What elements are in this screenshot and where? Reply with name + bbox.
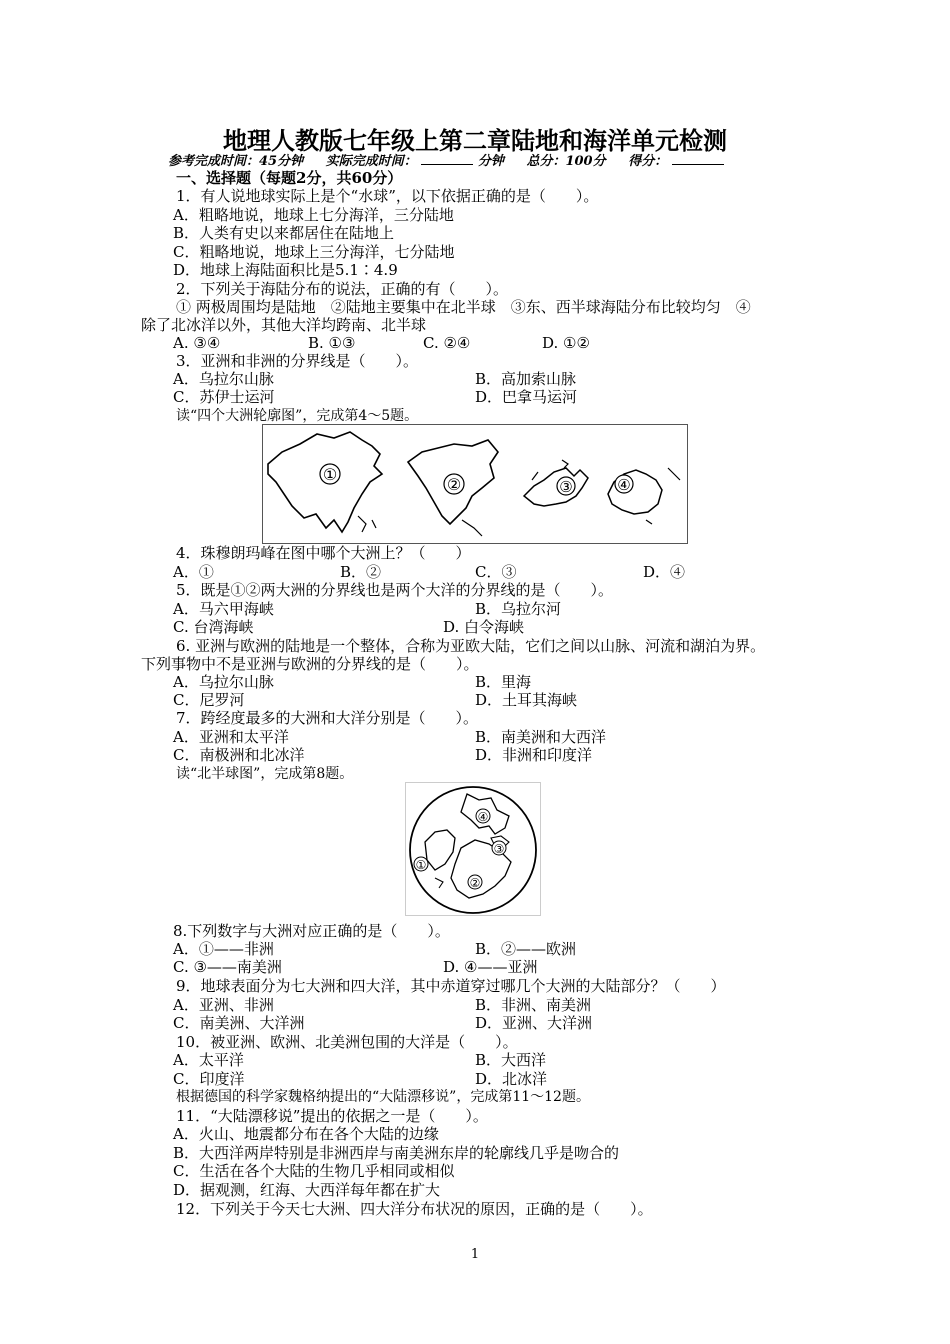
q6-stem: 6. 亚洲与欧洲的陆地是一个整体，合称为亚欧大陆，它们之间以山脉、河流和湖泊为界。	[176, 637, 766, 655]
figure2-label-4: ④	[477, 810, 489, 824]
q9-option-d: D．亚洲、大洋洲	[475, 1014, 593, 1032]
q5-option-b: B．乌拉尔河	[475, 600, 562, 618]
q2-option-a: A. ③④	[173, 334, 221, 352]
q1-option-b: B．人类有史以来都居住在陆地上	[173, 224, 395, 242]
q2-option-d: D. ①②	[542, 334, 590, 352]
q2-statements-line1: ① 两极周围均是陆地 ②陆地主要集中在北半球 ③东、西半球海陆分布比较均匀 ④	[176, 298, 751, 316]
figure2-label-2: ②	[469, 876, 481, 890]
q1-option-c: C．粗略地说，地球上三分海洋，七分陆地	[173, 243, 455, 261]
q7-stem: 7．跨经度最多的大洲和大洋分别是（ ）。	[176, 709, 479, 727]
q5-option-a: A．马六甲海峡	[173, 600, 274, 618]
q1-option-d: D．地球上海陆面积比是5.1∶4.9	[173, 261, 398, 279]
actual-time-blank[interactable]	[421, 152, 473, 165]
figure1-label-2: ②	[446, 475, 462, 494]
q5-option-d: D. 白令海峡	[443, 618, 525, 636]
q3-option-b: B．高加索山脉	[475, 370, 577, 388]
figure1-label-1: ①	[322, 465, 338, 484]
q4-option-a: A．①	[173, 563, 214, 581]
q8-option-b: B．②——欧洲	[475, 940, 577, 958]
section-heading: 一、选择题（每题2分，共60分）	[176, 169, 403, 187]
q9-option-a: A．亚洲、非洲	[173, 996, 274, 1014]
score-label: 得分：	[628, 154, 668, 169]
page-number: 1	[470, 1247, 480, 1262]
q3-option-a: A．乌拉尔山脉	[173, 370, 274, 388]
q8-option-d: D. ④——亚洲	[443, 958, 538, 976]
q3-option-d: D．巴拿马运河	[475, 388, 578, 406]
q5-stem: 5．既是①②两大洲的分界线也是两个大洋的分界线的是（ ）。	[176, 581, 614, 599]
q1-stem: 1．有人说地球实际上是个“水球”，以下依据正确的是（ ）。	[176, 187, 599, 205]
q8-option-a: A．①——非洲	[173, 940, 274, 958]
q11-option-b: B．大西洋两岸特别是非洲西岸与南美洲东岸的轮廓线几乎是吻合的	[173, 1144, 620, 1162]
actual-time-unit: 分钟	[477, 154, 504, 169]
q11-stem: 11．“大陆漂移说”提出的依据之一是（ ）。	[176, 1107, 488, 1125]
total-score: 总分：100分	[526, 154, 606, 169]
read-instruction-1: 读“四个大洲轮廓图”，完成第4～5题。	[176, 408, 419, 424]
q6-option-d: D．土耳其海峡	[475, 691, 578, 709]
document-title: 地理人教版七年级上第二章陆地和海洋单元检测	[223, 126, 727, 155]
q4-option-d: D．④	[643, 563, 686, 581]
q8-option-c: C. ③——南美洲	[173, 958, 282, 976]
q1-option-a: A．粗略地说，地球上七分海洋，三分陆地	[173, 206, 454, 224]
reference-time: 参考完成时间：45分钟	[168, 154, 304, 169]
northern-hemisphere-figure	[405, 782, 541, 916]
read-instruction-2: 读“北半球图”，完成第8题。	[176, 766, 354, 782]
read-instruction-3: 根据德国的科学家魏格纳提出的“大陆漂移说”，完成第11～12题。	[176, 1089, 590, 1105]
q7-option-d: D．非洲和印度洋	[475, 746, 593, 764]
q4-option-c: C．③	[475, 563, 517, 581]
q4-option-b: B．②	[340, 563, 382, 581]
q8-stem: 8.下列数字与大洲对应正确的是（ ）。	[173, 922, 450, 940]
actual-time-label: 实际完成时间：	[325, 154, 417, 169]
q7-option-b: B．南美洲和大西洋	[475, 728, 607, 746]
q2-option-c: C. ②④	[423, 334, 471, 352]
q11-option-a: A．火山、地震都分布在各个大陆的边缘	[173, 1125, 439, 1143]
q6-option-c: C．尼罗河	[173, 691, 245, 709]
score-blank[interactable]	[672, 152, 724, 165]
q10-option-c: C．印度洋	[173, 1070, 245, 1088]
figure2-label-3: ③	[493, 842, 505, 856]
figure1-label-4: ④	[617, 476, 631, 494]
q11-option-d: D．据观测，红海、大西洋每年都在扩大	[173, 1181, 441, 1199]
q3-option-c: C．苏伊士运河	[173, 388, 275, 406]
q11-option-c: C．生活在各个大陆的生物几乎相同或相似	[173, 1162, 455, 1180]
q6-option-a: A．乌拉尔山脉	[173, 673, 274, 691]
figure1-label-3: ③	[559, 478, 573, 496]
q2-option-b: B. ①③	[308, 334, 356, 352]
figure2-label-1: ①	[415, 858, 427, 872]
q4-stem: 4．珠穆朗玛峰在图中哪个大洲上？（ ）	[176, 544, 471, 562]
q10-option-d: D．北冰洋	[475, 1070, 548, 1088]
q10-option-b: B．大西洋	[475, 1051, 547, 1069]
q2-statements-line2: 除了北冰洋以外，其他大洋均跨南、北半球	[141, 316, 427, 334]
time-score-line	[168, 150, 724, 169]
q6-option-b: B．里海	[475, 673, 532, 691]
q12-stem: 12．下列关于今天七大洲、四大洋分布状况的原因，正确的是（ ）。	[176, 1200, 653, 1218]
q7-option-a: A．亚洲和太平洋	[173, 728, 289, 746]
q2-stem: 2．下列关于海陆分布的说法，正确的有（ ）。	[176, 280, 509, 298]
q9-option-c: C．南美洲、大洋洲	[173, 1014, 305, 1032]
q6-stem-line2: 下列事物中不是亚洲与欧洲的分界线的是（ ）。	[141, 655, 479, 673]
four-continents-figure	[262, 424, 688, 544]
q7-option-c: C．南极洲和北冰洋	[173, 746, 305, 764]
q10-option-a: A．太平洋	[173, 1051, 244, 1069]
q3-stem: 3．亚洲和非洲的分界线是（ ）。	[176, 352, 419, 370]
q5-option-c: C. 台湾海峡	[173, 618, 254, 636]
q9-option-b: B．非洲、南美洲	[475, 996, 592, 1014]
q9-stem: 9．地球表面分为七大洲和四大洋，其中赤道穿过哪几个大洲的大陆部分？（ ）	[176, 977, 726, 995]
q10-stem: 10．被亚洲、欧洲、北美洲包围的大洋是（ ）。	[176, 1033, 518, 1051]
